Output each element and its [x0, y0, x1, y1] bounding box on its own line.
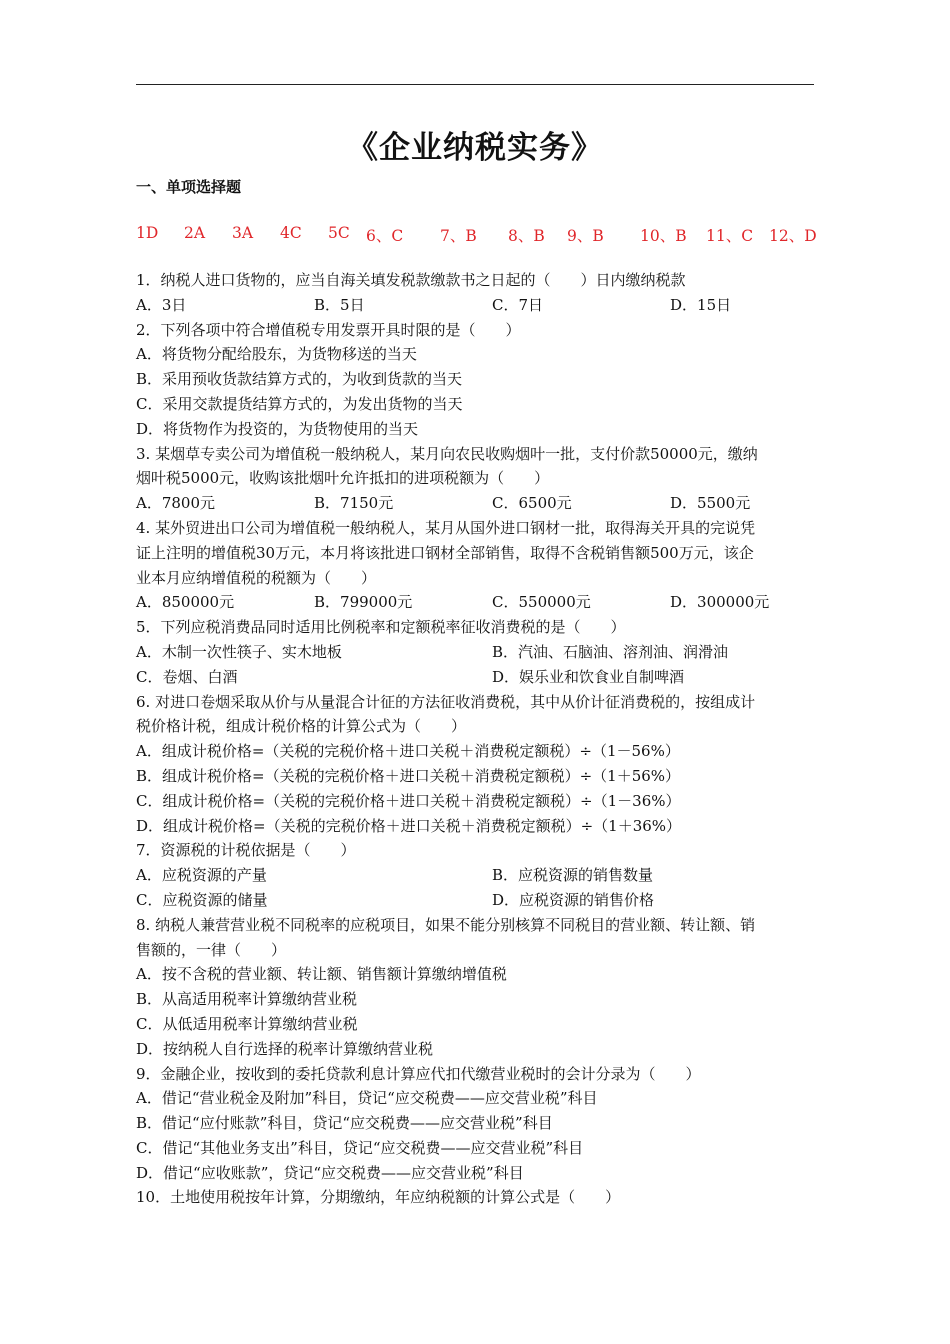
option: D．300000元 [670, 593, 770, 612]
answer-key [136, 224, 826, 246]
option: B．799000元 [314, 593, 413, 612]
option: D．将货物作为投资的，为货物使用的当天 [136, 419, 419, 438]
answer-item: 7、B [440, 227, 477, 245]
options-row [136, 293, 816, 318]
option: D．应税资源的销售价格 [492, 890, 655, 909]
question-stem: 8. 纳税人兼营营业税不同税率的应税项目，如果不能分别核算不同税目的营业额、转让额、销 [136, 915, 756, 934]
question-stem: 7．资源税的计税依据是（ ） [136, 841, 356, 860]
answer-item: 2A [184, 224, 206, 242]
question-stem-cont: 证上注明的增值税30万元，本月将该批进口钢材全部销售，取得不含税销售额500万元，该企 [136, 543, 754, 562]
option: D．按纳税人自行选择的税率计算缴纳营业税 [136, 1039, 434, 1058]
option: A．借记“营业税金及附加”科目，贷记“应交税费——应交营业税”科目 [136, 1089, 598, 1108]
options-row [136, 491, 816, 516]
option: C．组成计税价格=（关税的完税价格＋进口关税＋消费税定额税）÷（1－36%） [136, 791, 681, 810]
option: C．从低适用税率计算缴纳营业税 [136, 1014, 358, 1033]
option: C．7日 [492, 295, 544, 314]
options-row [136, 888, 816, 913]
option: C．卷烟、白酒 [136, 667, 238, 686]
answer-item: 9、B [567, 227, 604, 245]
option: B．应税资源的销售数量 [492, 866, 654, 885]
question-stem: 2．下列各项中符合增值税专用发票开具时限的是（ ） [136, 320, 521, 339]
option: C．采用交款提货结算方式的，为发出货物的当天 [136, 394, 463, 413]
option: D．5500元 [670, 494, 751, 513]
options-row [136, 590, 816, 615]
option: D．组成计税价格=（关税的完税价格＋进口关税＋消费税定额税）÷（1＋36%） [136, 816, 682, 835]
question-stem: 1．纳税人进口货物的，应当自海关填发税款缴款书之日起的（ ）日内缴纳税款 [136, 271, 686, 289]
option: B．汽油、石脑油、溶剂油、润滑油 [492, 642, 729, 661]
question-stem-cont: 税价格计税，组成计税价格的计算公式为（ ） [136, 717, 467, 736]
answer-item: 1D [136, 224, 159, 242]
option: A．按不含税的营业额、转让额、销售额计算缴纳增值税 [136, 965, 507, 984]
option: D．借记“应收账款”，贷记“应交税费——应交营业税”科目 [136, 1163, 524, 1182]
option: A．7800元 [136, 494, 216, 513]
question-stem: 10．土地使用税按年计算，分期缴纳，年应纳税额的计算公式是（ ） [136, 1188, 621, 1207]
answer-item: 6、C [366, 227, 404, 245]
question-stem-cont: 售额的，一律（ ） [136, 940, 287, 959]
answer-item: 12、D [769, 227, 817, 245]
option: B．借记“应付账款”科目，贷记“应交税费——应交营业税”科目 [136, 1114, 553, 1133]
options-row [136, 665, 816, 690]
options-row [136, 640, 816, 665]
question-list [136, 268, 816, 1210]
document-title: 《企业纳税实务》 [347, 130, 603, 166]
option: A．3日 [136, 295, 187, 314]
question-stem: 4. 某外贸进出口公司为增值税一般纳税人，某月从国外进口钢材一批，取得海关开具的完说凭 [136, 518, 756, 537]
option: C．550000元 [492, 593, 591, 612]
option: A．850000元 [136, 593, 235, 612]
section-heading: 一、单项选择题 [136, 178, 242, 196]
option: B．7150元 [314, 494, 394, 513]
question-stem: 5．下列应税消费品同时适用比例税率和定额税率征收消费税的是（ ） [136, 618, 626, 637]
option: B．采用预收货款结算方式的，为收到货款的当天 [136, 370, 463, 389]
option: B．从高适用税率计算缴纳营业税 [136, 990, 358, 1009]
question-stem: 3. 某烟草专卖公司为增值税一般纳税人，某月向农民收购烟叶一批，支付价款50000元，缴纳 [136, 444, 758, 463]
option: B．5日 [314, 295, 365, 314]
option: A．组成计税价格=（关税的完税价格＋进口关税＋消费税定额税）÷（1－56%） [136, 742, 680, 761]
option: D．15日 [670, 295, 732, 314]
option: A．应税资源的产量 [136, 866, 267, 885]
option: C．应税资源的储量 [136, 890, 268, 909]
option: B．组成计税价格=（关税的完税价格＋进口关税＋消费税定额税）÷（1＋56%） [136, 766, 681, 785]
option: A．将货物分配给股东，为货物移送的当天 [136, 345, 417, 364]
option: A．木制一次性筷子、实木地板 [136, 642, 342, 661]
option: D．娱乐业和饮食业自制啤酒 [492, 667, 685, 686]
answer-item: 3A [232, 224, 254, 242]
option: C．6500元 [492, 494, 572, 513]
answer-item: 10、B [640, 227, 687, 245]
options-row [136, 863, 816, 888]
answer-item: 11、C [706, 227, 754, 245]
question-stem-cont: 烟叶税5000元，收购该批烟叶允许抵扣的进项税额为（ ） [136, 469, 550, 488]
option: C．借记“其他业务支出”科目，贷记“应交税费——应交营业税”科目 [136, 1138, 584, 1157]
header-rule [136, 84, 814, 85]
question-stem-cont: 业本月应纳增值税的税额为（ ） [136, 568, 377, 587]
answer-item: 5C [328, 224, 350, 242]
question-stem: 6. 对进口卷烟采取从价与从量混合计征的方法征收消费税，其中从价计征消费税的，按组成计 [136, 692, 756, 711]
answer-item: 8、B [508, 227, 545, 245]
answer-item: 4C [280, 224, 302, 242]
question-stem: 9．金融企业，按收到的委托贷款利息计算应代扣代缴营业税时的会计分录为（ ） [136, 1064, 701, 1083]
